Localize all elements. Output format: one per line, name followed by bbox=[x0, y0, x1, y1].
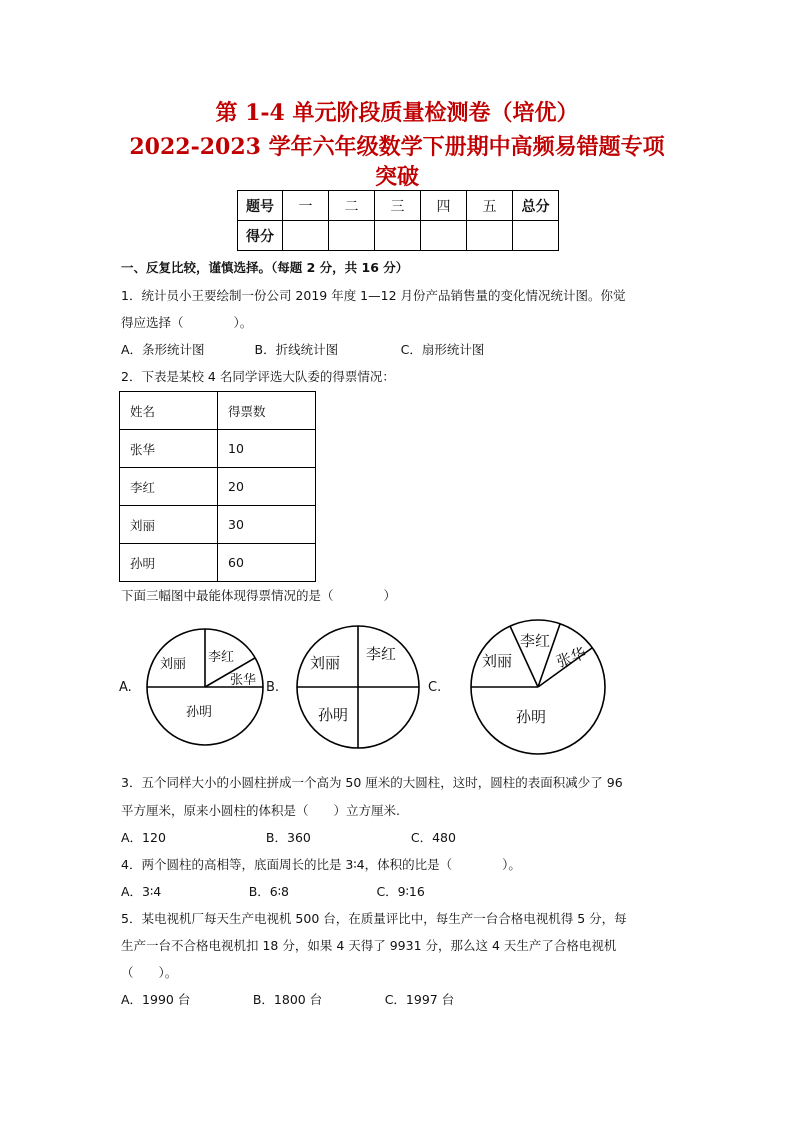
q2-intro: 2．下表是某校 4 名同学评选大队委的得票情况： bbox=[121, 369, 395, 384]
option-c-label[interactable]: C. bbox=[428, 680, 442, 695]
pie-c-label-liuli: 刘丽 bbox=[482, 652, 513, 670]
pie-a-label-liuli: 刘丽 bbox=[160, 657, 187, 672]
pie-c-label-sunming: 孙明 bbox=[516, 708, 547, 726]
score-header-cell: 总分 bbox=[513, 191, 559, 221]
pie-a-label-sunming: 孙明 bbox=[186, 705, 213, 720]
section-heading: 一、反复比较，谨慎选择。（每题 2 分，共 16 分） bbox=[121, 260, 409, 275]
votes-cell: 30 bbox=[218, 506, 316, 544]
votes-cell: 李红 bbox=[120, 468, 218, 506]
title-line-3: 突破 bbox=[374, 164, 419, 190]
q5-text-line-3: （ ）。 bbox=[121, 965, 178, 980]
q4-text-line-1: 4．两个圆柱的高相等，底面周长的比是 3∶4，体积的比是（ ）。 bbox=[121, 857, 521, 872]
q5-text-line-1: 5．某电视机厂每天生产电视机 500 台，在质量评比中，每生产一台合格电视机得 5 分，每 bbox=[121, 911, 627, 926]
score-header-cell: 二 bbox=[329, 191, 375, 221]
pie-a-label-zhanghua: 张华 bbox=[230, 673, 257, 688]
votes-header-name: 姓名 bbox=[120, 392, 218, 430]
score-header-cell: 三 bbox=[375, 191, 421, 221]
pie-a-label-lihong: 李红 bbox=[208, 650, 235, 665]
score-header-cell: 五 bbox=[467, 191, 513, 221]
q2-question: 下面三幅图中最能体现得票情况的是（ ） bbox=[121, 588, 397, 603]
votes-cell: 张华 bbox=[120, 430, 218, 468]
q1-text-line-2: 得应选择（ ）。 bbox=[121, 315, 253, 330]
pie-c-label-lihong: 李红 bbox=[520, 632, 551, 650]
q4-options: A．3∶4 B．6∶8 C．9∶16 bbox=[121, 884, 425, 899]
votes-header-count: 得票数 bbox=[218, 392, 316, 430]
score-row-label: 得分 bbox=[238, 221, 283, 251]
votes-cell: 孙明 bbox=[120, 544, 218, 582]
score-header-cell: 四 bbox=[421, 191, 467, 221]
votes-cell: 20 bbox=[218, 468, 316, 506]
q1-options: A．条形统计图 B．折线统计图 C．扇形统计图 bbox=[121, 342, 485, 357]
pie-b-label-sunming: 孙明 bbox=[318, 706, 349, 724]
pie-b-label-liuli: 刘丽 bbox=[310, 654, 341, 672]
q5-options: A．1990 台 B．1800 台 C．1997 台 bbox=[121, 992, 455, 1007]
score-header-cell: 一 bbox=[283, 191, 329, 221]
votes-cell: 刘丽 bbox=[120, 506, 218, 544]
option-a-label[interactable]: A. bbox=[119, 680, 132, 695]
score-header-cell: 题号 bbox=[238, 191, 283, 221]
q3-options: A．120 B．360 C．480 bbox=[121, 830, 456, 845]
option-b-label[interactable]: B. bbox=[266, 680, 280, 695]
q5-text-line-2: 生产一台不合格电视机扣 18 分，如果 4 天得了 9931 分，那么这 4 天生产了合格电视机 bbox=[121, 938, 617, 953]
title-line-1: 第 1-4 单元阶段质量检测卷（培优） bbox=[215, 100, 579, 126]
votes-cell: 60 bbox=[218, 544, 316, 582]
pie-b-label-lihong: 李红 bbox=[366, 645, 397, 663]
title-line-2: 2022-2023 学年六年级数学下册期中高频易错题专项 bbox=[129, 134, 665, 160]
q3-text-line-1: 3．五个同样大小的小圆柱拼成一个高为 50 厘米的大圆柱，这时，圆柱的表面积减少了 96 bbox=[121, 775, 623, 790]
q3-text-line-2: 平方厘米，原来小圆柱的体积是（ ）立方厘米. bbox=[121, 803, 400, 818]
votes-cell: 10 bbox=[218, 430, 316, 468]
pie-c-label-zhanghua: 张华 bbox=[554, 644, 589, 672]
q1-text-line-1: 1．统计员小王要绘制一份公司 2019 年度 1—12 月份产品销售量的变化情况统计图。你觉 bbox=[121, 288, 626, 303]
